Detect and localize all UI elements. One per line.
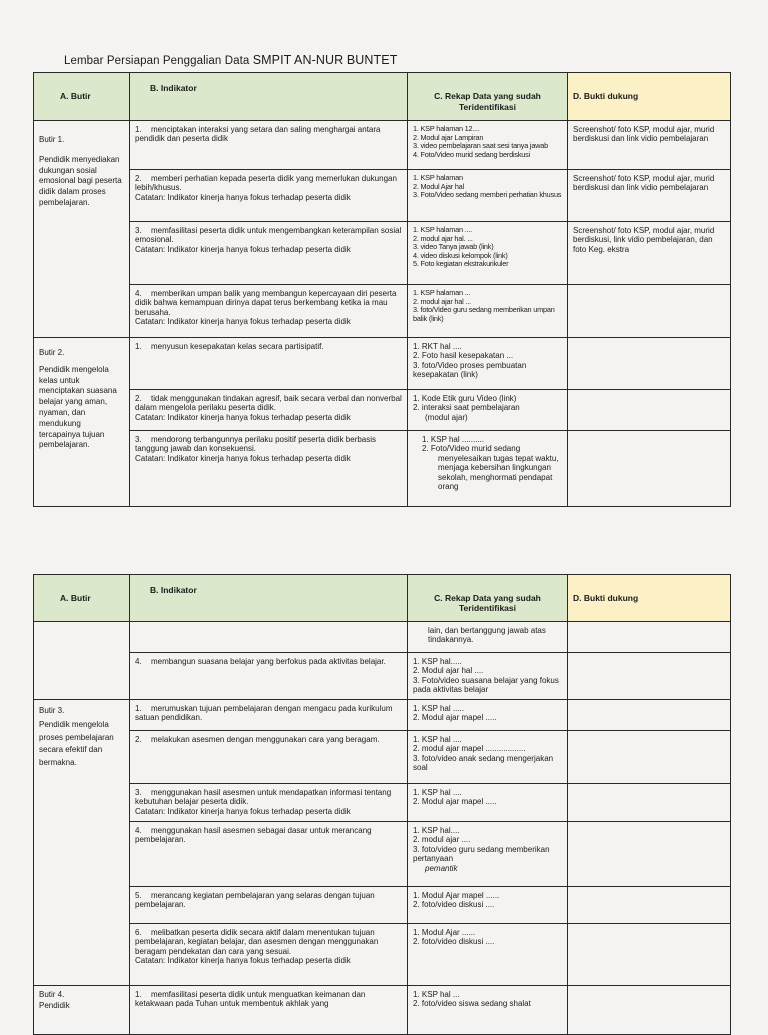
- indicator-text: memfasilitasi peserta didik untuk menguatkan keimanan dan ketakwaan pada Tuhan untuk membentuk akhlak yang: [135, 990, 366, 1009]
- rekap-item: 4. Foto/Video murid sedang berdiskusi: [413, 149, 530, 159]
- indicator-text: menyusun kesepakatan kelas secara partisipatif.: [151, 342, 324, 351]
- bukti-cell: [568, 285, 731, 338]
- table-row: [34, 121, 731, 170]
- rekap-cell: lain, dan bertanggung jawab atas tindakannya.: [408, 622, 568, 653]
- indicator-text: merumuskan tujuan pembelajaran dengan mengacu pada kurikulum satuan pendidikan.: [135, 704, 393, 723]
- indicator-cell: [130, 285, 408, 338]
- indicator-note: Catatan: Indikator kinerja hanya fokus terhadap peserta didik: [135, 192, 351, 202]
- indicator-text: tidak menggunakan tindakan agresif, baik secara verbal dan nonverbal dalam mengelola perilaku peserta didik.: [135, 394, 402, 413]
- indicator-text: mendorong terbangunnya perilaku positif peserta didik berbasis tanggung jawab dan konsekuensi.: [135, 435, 377, 454]
- rekap-item: 5. Foto kegiatan ekstrakurikuler: [413, 259, 509, 269]
- rekap-item: 1. Modul Ajar mapel ......: [413, 891, 500, 900]
- table-row: [34, 622, 731, 653]
- header-butir: A. Butir: [34, 73, 130, 121]
- indicator-note: Catatan: Indikator kinerja hanya fokus terhadap peserta didik: [135, 806, 351, 816]
- table-row: [34, 338, 731, 390]
- indicator-cell: [130, 338, 408, 390]
- rekap-item: 3. Foto/video suasana belajar yang fokus pada aktivitas belajar: [413, 675, 559, 695]
- indicator-text: menggunakan hasil asesmen untuk mendapatkan informasi tentang kebutuhan belajar peserta didik.: [135, 788, 392, 807]
- rekap-item: 1. KSP hal .....: [413, 704, 464, 713]
- rekap-cell: [408, 431, 568, 507]
- table-header-row: [34, 73, 731, 121]
- indicator-note: Catatan: Indikator kinerja hanya fokus terhadap peserta didik: [135, 317, 351, 327]
- header-bukti-dukung: D. Bukti dukung: [568, 575, 731, 622]
- indicator-number: 2.: [135, 174, 142, 183]
- bukti-cell: [568, 986, 731, 1035]
- assessment-table-page-1: [33, 72, 731, 507]
- indicator-number: 6.: [135, 928, 142, 937]
- rekap-item: 1. Kode Etik guru Video (link): [413, 394, 517, 403]
- indicator-cell: [130, 887, 408, 924]
- indicator-note: Catatan: Indikator kinerja hanya fokus terhadap peserta didik: [135, 453, 351, 463]
- indicator-note: Catatan: Indikator kinerja hanya fokus terhadap peserta didik: [135, 412, 351, 422]
- bukti-cell: Screenshot/ foto KSP, modul ajar, murid berdiskusi, link vidio pembelajaran, dan foto Keg. ekstra: [568, 222, 731, 285]
- rekap-item: 2. modul ajar hal. ...: [413, 233, 473, 243]
- indicator-number: 2.: [135, 735, 142, 744]
- butir-continued-cell: [34, 622, 130, 700]
- document-title: [64, 53, 397, 67]
- document-title-school: SMPIT AN-NUR BUNTET: [252, 53, 398, 67]
- rekap-cell: [408, 924, 568, 986]
- table-header-row: [34, 575, 731, 622]
- indicator-number: 1.: [135, 990, 142, 999]
- rekap-cell: [408, 390, 568, 431]
- bukti-cell: Screenshot/ foto KSP, modul ajar, murid berdiskusi dan link vidio pembelajaran: [568, 170, 731, 222]
- table-row: [34, 390, 731, 431]
- rekap-item: 2. foto/video diskusi ....: [413, 900, 495, 910]
- document-title-prefix: Lembar Persiapan Penggalian Data: [64, 55, 253, 67]
- bukti-cell: [568, 887, 731, 924]
- bukti-cell: [568, 431, 731, 507]
- indicator-number: 3.: [135, 788, 142, 797]
- bukti-cell: [568, 390, 731, 431]
- rekap-item: 3. foto/video anak sedang mengerjakan soal: [413, 753, 554, 773]
- indicator-text: melibatkan peserta didik secara aktif dalam menentukan tujuan pembelajaran, kegiatan belajar, dan asesmen dengan menggunakan beragam pendekatan dan cara yang sesuai.: [135, 928, 379, 956]
- rekap-item: 3. video Tanya jawab (link): [413, 242, 494, 252]
- rekap-item: 2. foto/video diskusi ....: [413, 937, 495, 947]
- table-row: [34, 700, 731, 731]
- indicator-note: Catatan: Indikator kinerja hanya fokus terhadap peserta didik: [135, 244, 351, 254]
- indicator-cell: [130, 622, 408, 653]
- indicator-cell: [130, 121, 408, 170]
- rekap-cell: [408, 170, 568, 222]
- rekap-item: 2. interaksi saat pembelajaran: [413, 403, 520, 413]
- indicator-number: 4.: [135, 657, 142, 666]
- header-indikator: B. Indikator: [130, 73, 408, 121]
- rekap-item: 1. KSP hal ....: [413, 788, 462, 797]
- rekap-item: 1. KSP hal ...: [413, 990, 460, 999]
- butir-4-title: Butir 4.: [39, 990, 65, 999]
- table-row: [34, 924, 731, 986]
- rekap-item: 2. modul ajar ....: [413, 835, 471, 845]
- bukti-cell: [568, 731, 731, 784]
- rekap-cell: [408, 986, 568, 1035]
- rekap-item: 1. KSP hal ..........: [422, 435, 485, 444]
- indicator-number: 1.: [135, 704, 142, 713]
- bukti-cell: [568, 924, 731, 986]
- indicator-number: 5.: [135, 891, 142, 900]
- rekap-item: 1. KSP halaman ....: [413, 225, 472, 234]
- indicator-cell: [130, 222, 408, 285]
- bukti-cell: Screenshot/ foto KSP, modul ajar, murid berdiskusi dan link vidio pembelajaran: [568, 121, 731, 170]
- rekap-item: 3. foto/Video proses pembuatan kesepakatan (link): [413, 360, 527, 380]
- table-row: [34, 170, 731, 222]
- rekap-item: 2. Modul ajar mapel .....: [413, 713, 497, 723]
- bukti-cell: [568, 338, 731, 390]
- butir-4-cell: [34, 986, 130, 1035]
- indicator-number: 4.: [135, 289, 142, 298]
- rekap-item: 2. Modul ajar Lampiran: [413, 132, 484, 142]
- rekap-cell: [408, 338, 568, 390]
- indicator-text: melakukan asesmen dengan menggunakan cara yang beragam.: [151, 735, 380, 744]
- indicator-cell: [130, 822, 408, 887]
- butir-2-title: Butir 2.: [39, 348, 65, 357]
- rekap-item: 1. KSP halaman 12....: [413, 124, 480, 133]
- butir-3-description: Pendidik mengelola proses pembelajaran secara efektif dan bermakna.: [39, 719, 114, 768]
- header-butir: A. Butir: [34, 575, 130, 622]
- header-indikator: B. Indikator: [130, 575, 408, 622]
- rekap-item: 3. foto/video guru sedang memberikan pertanyaan: [413, 844, 550, 864]
- rekap-item: 2. Modul Ajar hal: [413, 181, 464, 191]
- header-bukti-dukung: D. Bukti dukung: [568, 73, 731, 121]
- bukti-cell: [568, 784, 731, 822]
- rekap-cell: [408, 822, 568, 887]
- bukti-cell: [568, 700, 731, 731]
- rekap-item: 2. modul ajar mapel ..................: [413, 744, 526, 754]
- indicator-text: membangun suasana belajar yang berfokus pada aktivitas belajar.: [151, 657, 386, 666]
- butir-1-title: Butir 1.: [39, 135, 65, 144]
- rekap-item: 1. KSP hal ....: [413, 735, 462, 744]
- butir-4-description: Pendidik: [39, 1000, 70, 1010]
- rekap-cell: [408, 285, 568, 338]
- indicator-number: 2.: [135, 394, 142, 403]
- rekap-item: 1. RKT hal ....: [413, 342, 462, 351]
- indicator-cell: [130, 170, 408, 222]
- table-row: [34, 887, 731, 924]
- indicator-number: 1.: [135, 125, 142, 134]
- indicator-cell: [130, 986, 408, 1035]
- table-row: [34, 731, 731, 784]
- table-row: [34, 986, 731, 1035]
- rekap-item: 2. Foto hasil kesepakatan ...: [413, 351, 514, 361]
- rekap-item: 2. foto/video siswa sedang shalat: [413, 999, 531, 1009]
- butir-1-cell: [34, 121, 130, 338]
- table-row: [34, 285, 731, 338]
- indicator-text: memberi perhatian kepada peserta didik yang memerlukan dukungan lebih/khusus.: [135, 174, 397, 193]
- rekap-cell: [408, 784, 568, 822]
- indicator-number: 1.: [135, 342, 142, 351]
- indicator-cell: [130, 924, 408, 986]
- rekap-cell: [408, 887, 568, 924]
- rekap-item: 1. KSP hal.....: [413, 657, 462, 666]
- indicator-number: 3.: [135, 435, 142, 444]
- indicator-number: 4.: [135, 826, 142, 835]
- rekap-item: 1. Modul Ajar ......: [413, 928, 476, 937]
- indicator-cell: [130, 390, 408, 431]
- table-row: [34, 822, 731, 887]
- rekap-item: 1. KSP halaman: [413, 173, 463, 182]
- indicator-text: menggunakan hasil asesmen sebagai dasar untuk merancang pembelajaran.: [135, 826, 372, 845]
- rekap-cell: [408, 222, 568, 285]
- table-row: [34, 222, 731, 285]
- butir-2-cell: [34, 338, 130, 507]
- header-rekap-data: C. Rekap Data yang sudah Teridentifikasi: [408, 73, 568, 121]
- rekap-item: 3. video pembelajaran saat sesi tanya jawab: [413, 141, 548, 151]
- indicator-text: merancang kegiatan pembelajaran yang selaras dengan tujuan pembelajaran.: [135, 891, 375, 910]
- table-row: [34, 784, 731, 822]
- butir-3-title: Butir 3.: [39, 706, 65, 715]
- rekap-cell: [408, 653, 568, 700]
- indicator-note: Catatan: Indikator kinerja hanya fokus terhadap peserta didik: [135, 956, 351, 966]
- indicator-cell: [130, 431, 408, 507]
- header-rekap-data: C. Rekap Data yang sudah Teridentifikasi: [408, 575, 568, 622]
- rekap-item: 2. Modul ajar mapel .....: [413, 797, 497, 807]
- table-row: [34, 431, 731, 507]
- butir-2-description: Pendidik mengelola kelas untuk menciptakan suasana belajar yang aman, nyaman, dan mendukung tercapainya tujuan pembelajaran.: [39, 364, 117, 450]
- rekap-item: 4. video diskusi kelompok (link): [413, 250, 508, 260]
- indicator-cell: [130, 784, 408, 822]
- butir-3-cell: [34, 700, 130, 986]
- rekap-cell: [408, 121, 568, 170]
- rekap-item: 2. modul ajar hal ...: [413, 296, 471, 306]
- indicator-cell: [130, 700, 408, 731]
- indicator-text: menciptakan interaksi yang setara dan saling menghargai antara pendidik dan peserta didik: [135, 125, 381, 144]
- rekap-item: pemantik: [425, 863, 458, 873]
- bukti-cell: [568, 822, 731, 887]
- rekap-item: 2. Modul ajar hal ....: [413, 666, 484, 676]
- rekap-item: 2. Foto/Video murid sedang menyelesaikan tugas tepat waktu, menjaga kebersihan lingkungan sekolah, menghormati pendapat orang: [422, 444, 559, 492]
- bukti-cell: [568, 622, 731, 653]
- indicator-cell: [130, 731, 408, 784]
- indicator-number: 3.: [135, 226, 142, 235]
- indicator-text: memfasilitasi peserta didik untuk mengembangkan keterampilan sosial emosional.: [135, 226, 402, 245]
- indicator-cell: [130, 653, 408, 700]
- rekap-item: 3. foto/Video guru sedang memberikan umpan balik (link): [413, 305, 555, 323]
- rekap-item: 1. KSP hal....: [413, 826, 460, 835]
- rekap-cell: [408, 700, 568, 731]
- rekap-item: 3. Foto/Video sedang memberi perhatian khusus: [413, 190, 562, 200]
- indicator-text: memberikan umpan balik yang membangun kepercayaan diri peserta didik bahwa kemampuan dirinya dapat terus berkembang ketika ia mau berusaha.: [135, 289, 397, 317]
- butir-1-description: Pendidik menyediakan dukungan sosial emosional bagi peserta didik dalam proses pembelajaran.: [39, 154, 122, 207]
- table-row: [34, 653, 731, 700]
- bukti-cell: [568, 653, 731, 700]
- rekap-item: 1. KSP halaman ...: [413, 288, 471, 297]
- rekap-item: (modul ajar): [425, 412, 468, 422]
- rekap-cell: [408, 731, 568, 784]
- assessment-table-page-2: [33, 574, 731, 1035]
